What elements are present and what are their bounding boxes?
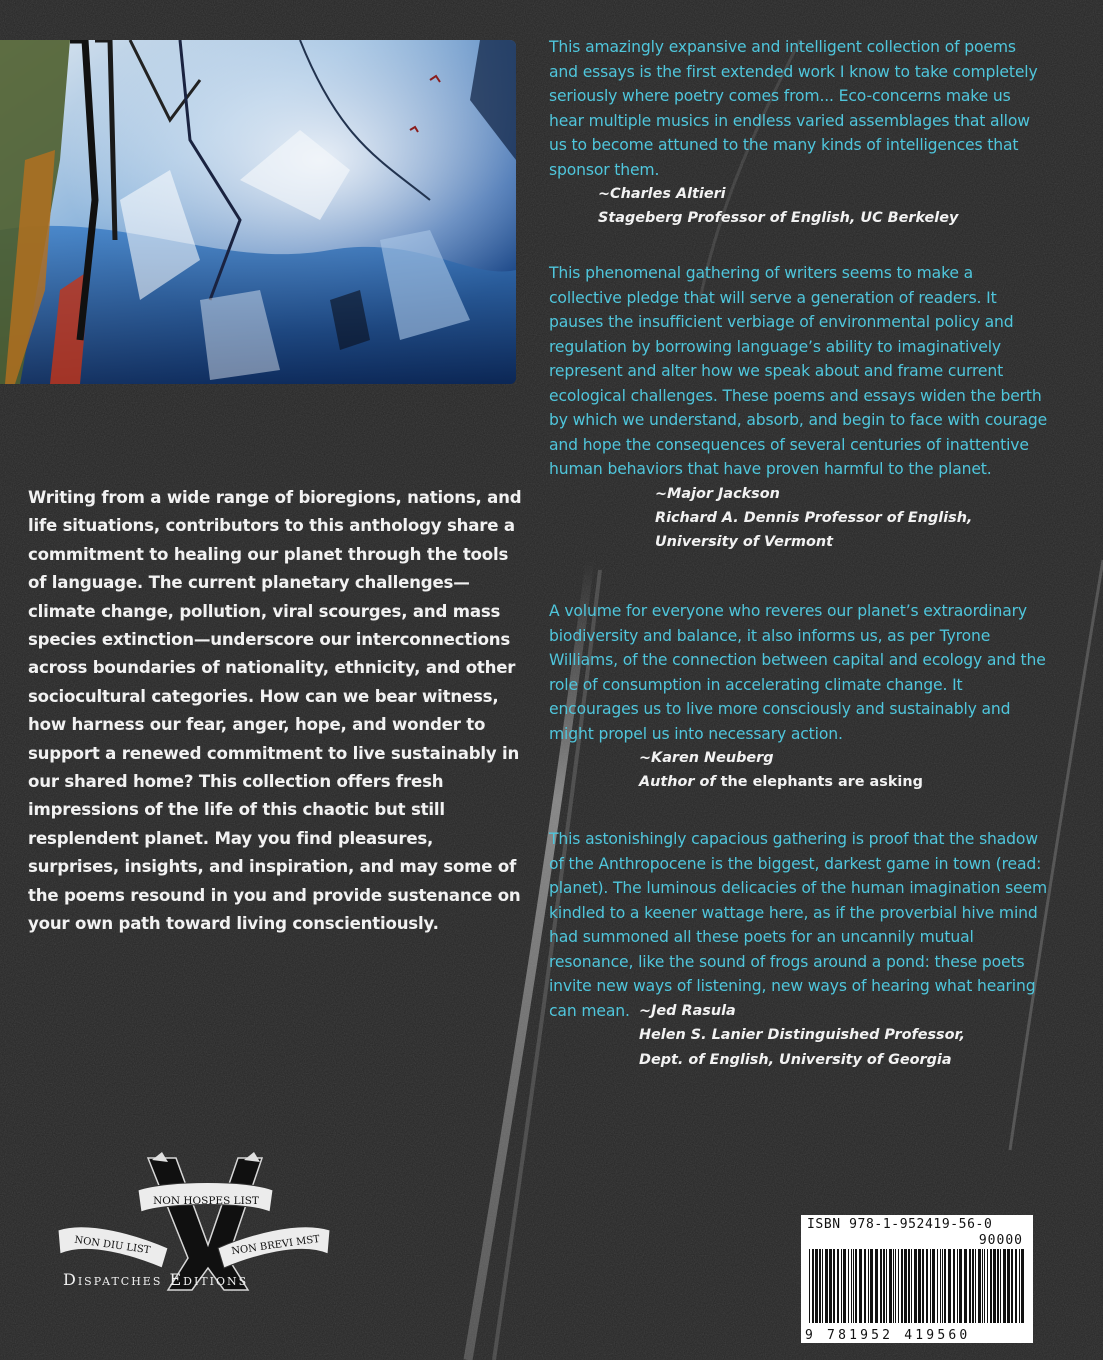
isbn-label: ISBN 978-1-952419-56-0	[807, 1217, 993, 1232]
price-code: 90000	[978, 1233, 1023, 1248]
ribbon-center-text: NON HOSPES LIST	[153, 1195, 259, 1207]
review-text: This astonishingly capacious gathering is proof that the shadow of the Anthropocene is the biggest, darkest game in town (read: planet). The luminous delicacies of the human imagination seem kindled to a keener wattage here, as if the proverbial hive mind had summoned all these poets for an uncannily mutual resonance, like the sound of frogs around a pond: these poets invite new ways of listening, new ways of hearing what hearing can mean.	[549, 830, 1047, 1020]
review-attribution	[549, 746, 1049, 795]
reviewer-title: Richard A. Dennis Professor of English,	[655, 509, 973, 526]
review-text: This amazingly expansive and intelligent collection of poems and essays is the first extended work I know to take completely seriously where poetry comes from... Eco-concerns make us hear multiple musics in endless varied assemblages that allow us to become attuned to the many kinds of intelligences that sponsor them.	[549, 38, 1038, 179]
reviewer-name: ~Jed Rasula	[639, 1003, 736, 1019]
book-title: the elephants are asking	[720, 774, 923, 791]
review-text: This phenomenal gathering of writers seems to make a collective pledge that will serve a generation of readers. It pauses the insufficient verbiage of environmental policy and regulation by borrowing language’s ability to imaginatively represent and alter how we speak about and frame current ecological challenges. These poems and essays widen the berth by which we understand, absorb, and begin to face with courage and hope the consequences of several centuries of inattentive human behaviors that have proven harmful to the planet.	[549, 264, 1048, 478]
reviewer-title: Helen S. Lanier Distinguished Professor,	[639, 1027, 965, 1044]
review-text: A volume for everyone who reveres our planet’s extraordinary biodiversity and balance, it also informs us, as per Tyrone Williams, of the connection between capital and ecology and the role of consumption in accelerating climate change. It encourages us to live more consciously and sustainably and might propel us into necessary action.	[549, 602, 1046, 743]
reviewer-name: ~Charles Altieri	[598, 186, 726, 202]
publisher-name: Dispatches Editions	[63, 1270, 249, 1289]
barcode-digits: 9 781952 419560	[805, 1328, 971, 1343]
review-attribution	[549, 182, 1049, 231]
reviewer-title	[639, 770, 1049, 794]
ribbon-right-text: NON BREVI MST	[230, 1233, 321, 1258]
isbn-barcode	[801, 1215, 1033, 1343]
review-neuberg	[549, 599, 1049, 795]
review-altieri	[549, 35, 1049, 231]
review-rasula	[549, 827, 1049, 1072]
reviewer-name: ~Karen Neuberg	[639, 750, 774, 766]
barcode-bars	[807, 1249, 1027, 1323]
review-attribution	[549, 482, 1049, 555]
reviewer-affiliation: Dept. of English, University of Georgia	[639, 1051, 952, 1068]
reviewer-affiliation: University of Vermont	[655, 534, 833, 551]
reviewer-title: Stageberg Professor of English, UC Berkeley	[598, 210, 959, 227]
book-description: Writing from a wide range of bioregions, nations, and life situations, contributors to this anthology share a commitment to healing our planet through the tools of language. The current planetary challenges—climate change, pollution, viral scourges, and mass species extinction—underscore our interconnections across boundaries of nationality, ethnicity, and other sociocultural categories. How can we bear witness, how harness our fear, anger, hope, and wonder to support a renewed commitment to live sustainably in our shared home? This collection offers fresh impressions of the life of this chaotic but still resplendent planet. May you find pleasures, surprises, insights, and inspiration, and may some of the poems resound in you and provide sustenance on your own path toward living conscientiously.	[28, 488, 522, 934]
author-of-label: Author of	[639, 774, 716, 791]
reviewer-name: ~Major Jackson	[655, 485, 780, 502]
review-jackson	[549, 261, 1049, 555]
ribbon-left-text: NON DIU LIST	[73, 1234, 152, 1257]
cover-artwork	[0, 40, 516, 384]
